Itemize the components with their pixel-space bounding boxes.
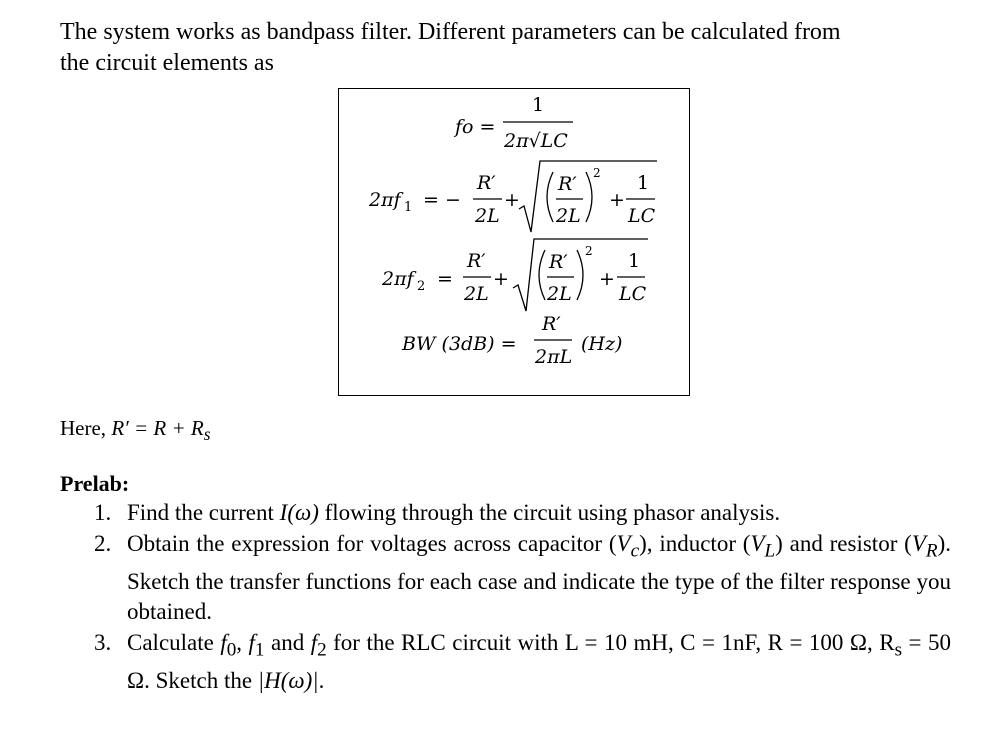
f2-lhs: 2πf — [382, 268, 414, 290]
item3-text-a: Calculate — [127, 629, 221, 655]
intro-line-1: The system works as bandpass filter. Different parameters can be calculated from — [60, 19, 841, 45]
item3-f2: f — [310, 629, 318, 655]
item3-sep1: , — [236, 629, 249, 655]
item2-text-b: ), inductor ( — [639, 530, 751, 556]
f1-lhs-sub: 1 — [404, 200, 413, 215]
item1-text-a: Find the current — [127, 500, 280, 525]
list-item — [94, 529, 951, 628]
item3-rs-sub: s — [894, 639, 903, 661]
f1-last-num: 1 — [637, 172, 650, 194]
f2-lhs-sub: 2 — [417, 279, 426, 294]
item-number-2: 2. — [94, 530, 112, 556]
f1-exponent: 2 — [593, 166, 601, 180]
formula-box — [338, 88, 690, 396]
item1-symbol: I(ω) — [279, 500, 319, 525]
f1-paren-left — [547, 172, 553, 222]
item3-f1-sub: 1 — [254, 639, 265, 661]
item-number-3: 3. — [94, 629, 112, 655]
f2-root-num: R′ — [549, 251, 568, 273]
item3-f0-sub: 0 — [226, 639, 237, 661]
formula-f2 — [381, 239, 648, 311]
f1-last-den: LC — [628, 205, 656, 227]
intro-line-2: the circuit elements as — [60, 50, 274, 76]
item2-text-a: Obtain the expression for voltages across capacitor ( — [127, 530, 617, 556]
item2-text-c: ) and resistor ( — [775, 530, 912, 556]
item2-text-d: ). Sketch the transfer functions for each case and indicate the type of the filter response you obtained. — [127, 530, 951, 625]
formula-f1 — [368, 161, 657, 232]
item2-vc-sub: c — [630, 540, 640, 562]
prelab-title: Prelab: — [60, 471, 130, 496]
f1-plus: + — [504, 189, 520, 211]
bw-lhs: BW (3dB) = — [402, 333, 517, 355]
f2-last-num: 1 — [628, 250, 641, 272]
item1-text-b: flowing through the circuit using phasor analysis. — [318, 500, 781, 525]
item3-f2-sub: 2 — [317, 639, 327, 661]
item3-h: |H(ω)| — [257, 667, 319, 693]
list-item — [94, 628, 951, 697]
intro-paragraph — [60, 17, 960, 79]
f2-frac-den: 2L — [464, 283, 489, 305]
prelab-list — [94, 498, 951, 696]
f2-plus2: + — [599, 268, 615, 290]
here-definition — [60, 414, 211, 448]
item2-vc: V — [616, 530, 631, 556]
f1-frac-num: R′ — [477, 172, 496, 194]
f1-root-den: 2L — [556, 205, 581, 227]
f2-exponent: 2 — [585, 244, 593, 258]
f2-eq-sign: = — [437, 268, 453, 290]
f2-paren-right — [577, 250, 583, 300]
f1-eq-sign: = − — [423, 189, 461, 211]
f0-numerator: 1 — [532, 94, 545, 116]
f2-root-den: 2L — [547, 283, 572, 305]
bw-numerator: R′ — [542, 313, 561, 335]
f2-frac-num: R′ — [467, 250, 486, 272]
item3-text-e: . — [318, 667, 325, 693]
f2-paren-left — [539, 250, 545, 300]
f2-plus: + — [493, 268, 509, 290]
item2-vl-sub: L — [764, 540, 776, 562]
item3-f0: f — [220, 629, 227, 655]
here-expr: R′ = R + R — [111, 416, 204, 440]
f1-root-num: R′ — [558, 173, 577, 195]
item2-vr-sub: R — [925, 540, 938, 562]
formula-bw — [401, 313, 622, 368]
bw-denominator: 2πL — [535, 346, 573, 368]
f2-last-den: LC — [619, 283, 647, 305]
list-item — [94, 498, 951, 529]
f1-plus2: + — [609, 189, 625, 211]
f1-frac-den: 2L — [475, 205, 500, 227]
bw-unit: (Hz) — [581, 333, 623, 355]
f0-lhs: fo = — [455, 116, 496, 138]
item3-text-b: and — [264, 629, 311, 655]
item3-text-c: for the RLC circuit with L = 10 mH, C = 1nF, R = 100 Ω, R — [326, 629, 895, 655]
item2-vl: V — [750, 530, 765, 556]
here-prefix: Here, — [60, 416, 112, 440]
f1-paren-right — [586, 172, 592, 222]
item3-f1: f — [248, 629, 255, 655]
item2-vr: V — [911, 530, 926, 556]
f1-lhs: 2πf — [369, 189, 401, 211]
formula-svg — [339, 89, 689, 395]
f0-denominator: 2π√LC — [504, 130, 568, 152]
item3-text-d: = 50 Ω. Sketch the — [127, 629, 951, 693]
formula-f0 — [453, 94, 573, 152]
here-sub: s — [203, 424, 211, 445]
item-number-1: 1. — [94, 500, 112, 525]
